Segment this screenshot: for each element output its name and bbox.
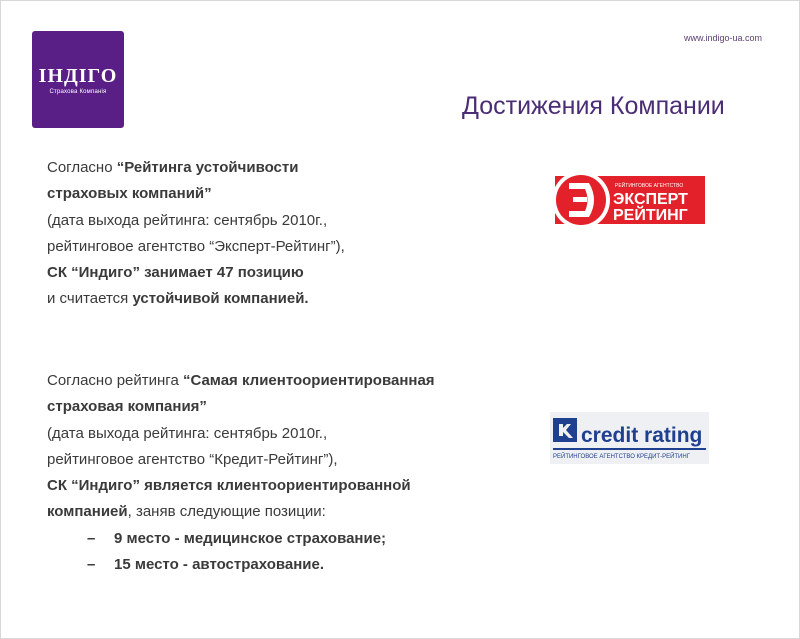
- text-span: , заняв следующие позиции:: [127, 503, 326, 521]
- text-span: Согласно: [47, 159, 117, 176]
- text-span-bold: “Рейтинга устойчивости: [116, 159, 299, 176]
- text-line: [47, 499, 517, 525]
- credit-rating-logo: [550, 412, 709, 464]
- text-span-bold: компанией: [47, 503, 128, 521]
- bullet-dash: –: [87, 556, 96, 574]
- expert-logo-line1: ЭКСПЕРТ: [613, 191, 688, 208]
- indigo-logo: [32, 31, 124, 128]
- text-span: и считается: [47, 290, 133, 308]
- text-line: страховых компаний”: [47, 185, 212, 203]
- credit-logo-caption: РЕЙТИНГОВОЕ АГЕНТСТВО КРЕДИТ-РЕЙТИНГ: [553, 454, 690, 460]
- list-item: [47, 552, 517, 578]
- expert-rating-logo: [555, 165, 714, 235]
- rating-block-expert: [47, 155, 517, 313]
- text-line: СК “Индиго” занимает 47 позицию: [47, 264, 304, 282]
- list-item: [47, 526, 517, 552]
- text-line: рейтинговое агентство “Эксперт-Рейтинг”),: [47, 237, 345, 255]
- site-url[interactable]: www.indigo-ua.com: [683, 33, 762, 43]
- text-line: СК “Индиго” является клиентоориентированной: [47, 477, 411, 495]
- rating-block-credit: [47, 368, 517, 578]
- list-item-text: 9 место - медицинское страхование;: [114, 529, 387, 547]
- text-line: (дата выхода рейтинга: сентябрь 2010г.,: [47, 211, 328, 229]
- list-item-text: 15 место - автострахование.: [114, 556, 325, 574]
- expert-logo-small-text: РЕЙТИНГОВОЕ АГЕНТСТВО: [615, 183, 684, 189]
- logo-brand-text: ІНДІГО: [38, 65, 118, 87]
- text-line: рейтинговое агентство “Кредит-Рейтинг”),: [47, 450, 338, 468]
- credit-logo-main-text: credit rating: [581, 424, 703, 447]
- text-line: [47, 286, 517, 312]
- text-line: [47, 368, 517, 394]
- text-span-bold: “Самая клиентоориентированная: [182, 372, 435, 389]
- bullet-dash: –: [87, 529, 96, 547]
- expert-logo-line2: РЕЙТИНГ: [613, 207, 688, 224]
- text-span-bold: устойчивой компанией.: [132, 290, 309, 308]
- text-span: Согласно рейтинга: [47, 372, 183, 389]
- text-line: [47, 155, 517, 181]
- page-title: Достижения Компании: [462, 92, 725, 120]
- logo-subtitle: Страхова Компанія: [49, 89, 107, 95]
- text-line: (дата выхода рейтинга: сентябрь 2010г.,: [47, 424, 328, 442]
- text-line: страховая компания”: [47, 398, 207, 416]
